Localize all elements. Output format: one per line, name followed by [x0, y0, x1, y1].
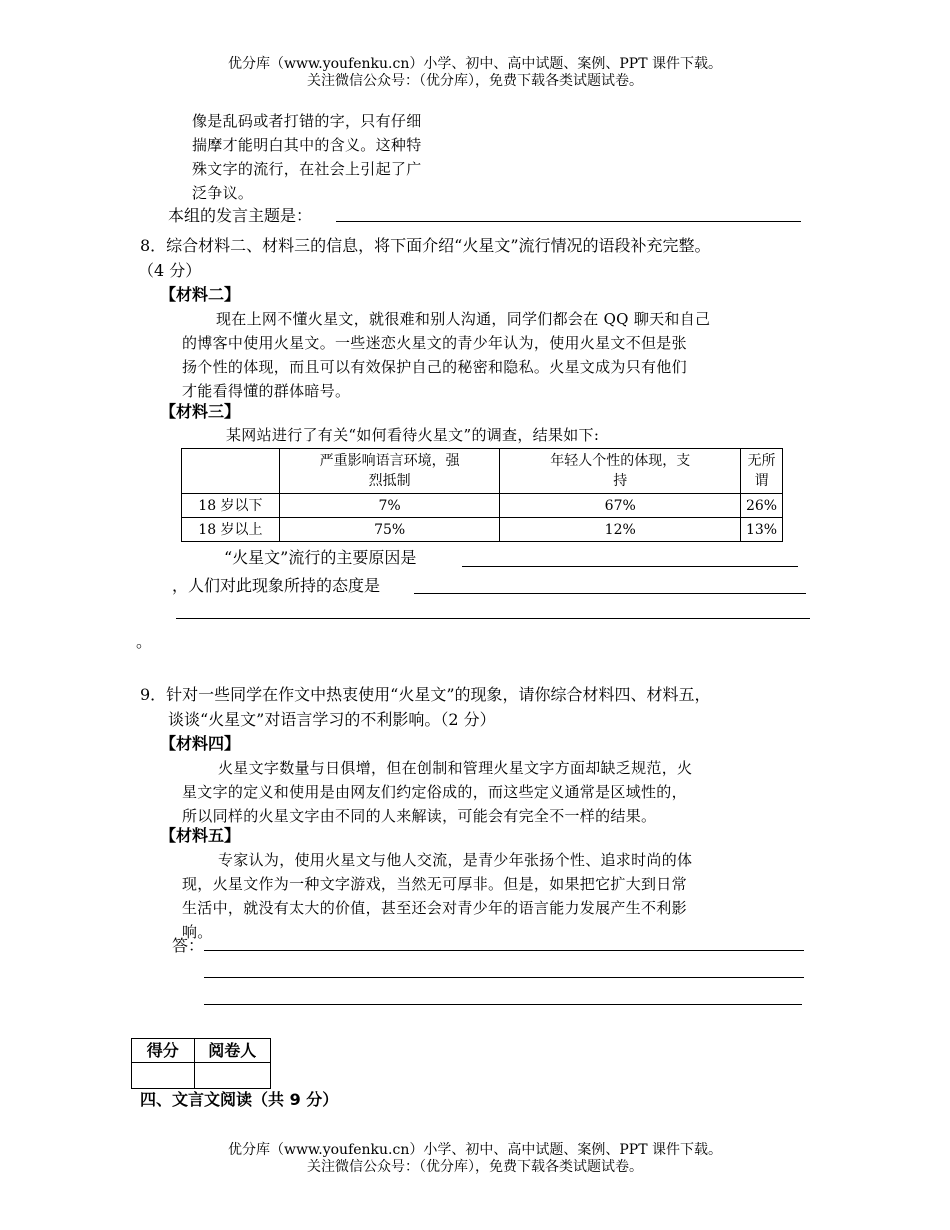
grader-header: 阅卷人	[194, 1039, 270, 1063]
q8-end-mark: 。	[136, 632, 153, 651]
material-5-line: 专家认为，使用火星文与他人交流，是青少年张扬个性、追求时尚的体	[218, 851, 693, 869]
q8-answer-line-2[interactable]	[414, 593, 806, 594]
table-row	[182, 494, 783, 518]
header-text: 年轻人个性的体现，支	[550, 453, 691, 469]
q9-answer-line-2[interactable]	[204, 977, 804, 978]
section-4-title: 四、文言文阅读（共 9 分）	[140, 1090, 339, 1109]
footer-line-2: 关注微信公众号：（优分库），免费下载各类试题试卷。	[307, 1159, 643, 1175]
header-text: 烈抵制	[368, 473, 411, 489]
q8-answer-line-1[interactable]	[462, 566, 798, 567]
table-row	[182, 518, 783, 542]
header-text: 谓	[754, 473, 769, 489]
header-text: 无所	[747, 453, 776, 469]
score-header: 得分	[132, 1039, 195, 1063]
header-line-1: 优分库（www.youfenku.cn）小学、初中、高中试题、案例、PPT 课件下载。	[227, 56, 722, 72]
table-header-cell	[182, 449, 280, 494]
theme-answer-line[interactable]	[336, 221, 801, 222]
material-4-title: 【材料四】	[160, 734, 241, 753]
material-5-title: 【材料五】	[160, 826, 241, 845]
table-cell: 13%	[741, 518, 783, 542]
q9-stem-line-1: 9．针对一些同学在作文中热衷使用“火星文”的现象，请你综合材料四、材料五，	[140, 685, 711, 704]
header-text: 持	[613, 473, 628, 489]
table-cell: 67%	[500, 494, 741, 518]
material-4-line: 星文字的定义和使用是由网友们约定俗成的，而这些定义通常是区域性的，	[182, 783, 687, 801]
material-2-line: 才能看得懂的群体暗号。	[182, 382, 351, 400]
q8-fill-prompt-1: “火星文”流行的主要原因是	[224, 548, 417, 567]
grader-cell[interactable]	[194, 1063, 270, 1089]
material-4-line: 所以同样的火星文字由不同的人来解读，可能会有完全不一样的结果。	[182, 807, 657, 825]
table-header-cell	[741, 449, 783, 494]
q8-fill-prompt-2: ，人们对此现象所持的态度是	[172, 576, 381, 595]
q8-answer-line-3[interactable]	[176, 618, 810, 619]
intro-line: 揣摩才能明白其中的含义。这种特	[192, 136, 422, 154]
table-header-cell	[500, 449, 741, 494]
score-box	[131, 1038, 271, 1089]
material-4-line: 火星文字数量与日俱增，但在创制和管理火星文字方面却缺乏规范，火	[218, 759, 693, 777]
header-line-2: 关注微信公众号：（优分库），免费下载各类试题试卷。	[307, 73, 643, 89]
material-2-line: 现在上网不懂火星文，就很难和别人沟通，同学们都会在 QQ 聊天和自己	[216, 310, 711, 328]
material-5-line: 现，火星文作为一种文字游戏，当然无可厚非。但是，如果把它扩大到日常	[182, 875, 687, 893]
score-cell[interactable]	[132, 1063, 195, 1089]
table-cell: 7%	[279, 494, 500, 518]
material-2-title: 【材料二】	[160, 285, 241, 304]
material-3-title: 【材料三】	[160, 402, 241, 421]
table-cell: 12%	[500, 518, 741, 542]
q9-answer-line-1[interactable]	[204, 950, 804, 951]
table-cell: 18 岁以下	[182, 494, 280, 518]
material-2-line: 扬个性的体现，而且可以有效保护自己的秘密和隐私。火星文成为只有他们	[182, 358, 687, 376]
table-header-cell	[279, 449, 500, 494]
header-text: 严重影响语言环境，强	[319, 453, 460, 469]
survey-table	[181, 448, 783, 542]
material-5-line: 生活中，就没有太大的价值，甚至还会对青少年的语言能力发展产生不利影	[182, 899, 687, 917]
material-5-line: 响。	[182, 923, 213, 941]
table-header-row	[182, 449, 783, 494]
q9-stem-line-2: 谈谈“火星文”对语言学习的不利影响。（2 分）	[168, 710, 496, 729]
intro-line: 泛争议。	[192, 184, 254, 202]
q8-stem-line-1: 8．综合材料二、材料三的信息，将下面介绍“火星文”流行情况的语段补充完整。	[140, 236, 711, 255]
table-cell: 26%	[741, 494, 783, 518]
intro-line: 像是乱码或者打错的字，只有仔细	[192, 112, 422, 130]
q8-stem-line-2: （4 分）	[138, 261, 202, 280]
material-3-intro: 某网站进行了有关“如何看待火星文”的调查，结果如下:	[226, 426, 600, 444]
answer-label: 答：	[172, 936, 205, 955]
material-2-line: 的博客中使用火星文。一些迷恋火星文的青少年认为，使用火星文不但是张	[182, 334, 687, 352]
theme-prompt: 本组的发言主题是：	[168, 206, 313, 225]
q9-answer-line-3[interactable]	[204, 1004, 802, 1005]
footer-line-1: 优分库（www.youfenku.cn）小学、初中、高中试题、案例、PPT 课件下载。	[227, 1142, 722, 1158]
table-cell: 18 岁以上	[182, 518, 280, 542]
table-cell: 75%	[279, 518, 500, 542]
intro-line: 殊文字的流行，在社会上引起了广	[192, 160, 422, 178]
